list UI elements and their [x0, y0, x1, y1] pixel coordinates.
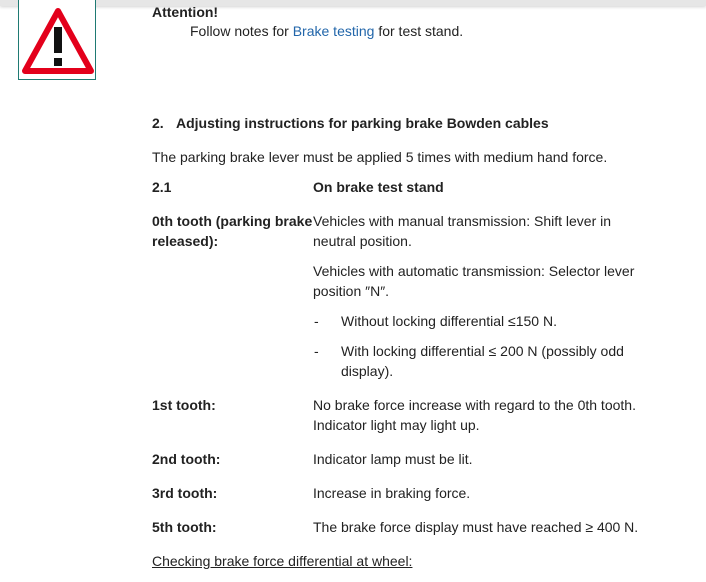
attention-note-after: for test stand.	[374, 23, 464, 39]
tooth0-manual-line2: neutral position.	[313, 233, 412, 249]
tooth3-label: 3rd tooth:	[152, 485, 218, 501]
tooth3-text: Increase in braking force.	[313, 485, 471, 501]
tooth1-line1: No brake force increase with regard to the 0th tooth.	[313, 397, 636, 413]
bullet1-text: Without locking differential ≤150 N.	[341, 313, 557, 329]
section-number: 2.	[152, 115, 164, 131]
brake-testing-link[interactable]: Brake testing	[292, 23, 375, 39]
tooth5-text: The brake force display must have reached ≥ 400 N.	[313, 519, 639, 535]
tooth0-auto-line1: Vehicles with automatic transmission: Selector lever	[313, 263, 635, 279]
tooth2-text: Indicator lamp must be lit.	[313, 451, 473, 467]
attention-heading: Attention!	[152, 4, 219, 20]
bullet2-text-line2: display).	[341, 363, 394, 379]
section-title: Adjusting instructions for parking brake Bowden cables	[176, 115, 549, 131]
tooth2-label: 2nd tooth:	[152, 451, 221, 467]
top-toolbar-edge	[0, 0, 706, 6]
bullet2-text-line1: With locking differential ≤ 200 N (possibly odd	[341, 343, 624, 359]
warning-icon-box	[18, 0, 96, 80]
tooth0-label-line1: 0th tooth (parking brake	[152, 213, 313, 229]
subsection-title: On brake test stand	[313, 179, 444, 195]
tooth1-line2: Indicator light may light up.	[313, 417, 480, 433]
attention-note	[190, 21, 463, 41]
section-intro: The parking brake lever must be applied 5 times with medium hand force.	[152, 149, 608, 165]
tooth0-auto-line2: position ″N″.	[313, 283, 390, 299]
tooth1-label: 1st tooth:	[152, 397, 216, 413]
warning-triangle-icon	[20, 3, 96, 77]
tooth0-manual-line1: Vehicles with manual transmission: Shift lever in	[313, 213, 612, 229]
bullet1-dash: -	[314, 313, 319, 329]
tooth5-label: 5th tooth:	[152, 519, 217, 535]
bullet2-dash: -	[314, 343, 319, 359]
brake-force-differential-link[interactable]: Checking brake force differential at wheel:	[152, 553, 413, 569]
tooth0-label-line2: released):	[152, 233, 219, 249]
subsection-number: 2.1	[152, 179, 172, 195]
attention-note-before: Follow notes for	[190, 23, 293, 39]
